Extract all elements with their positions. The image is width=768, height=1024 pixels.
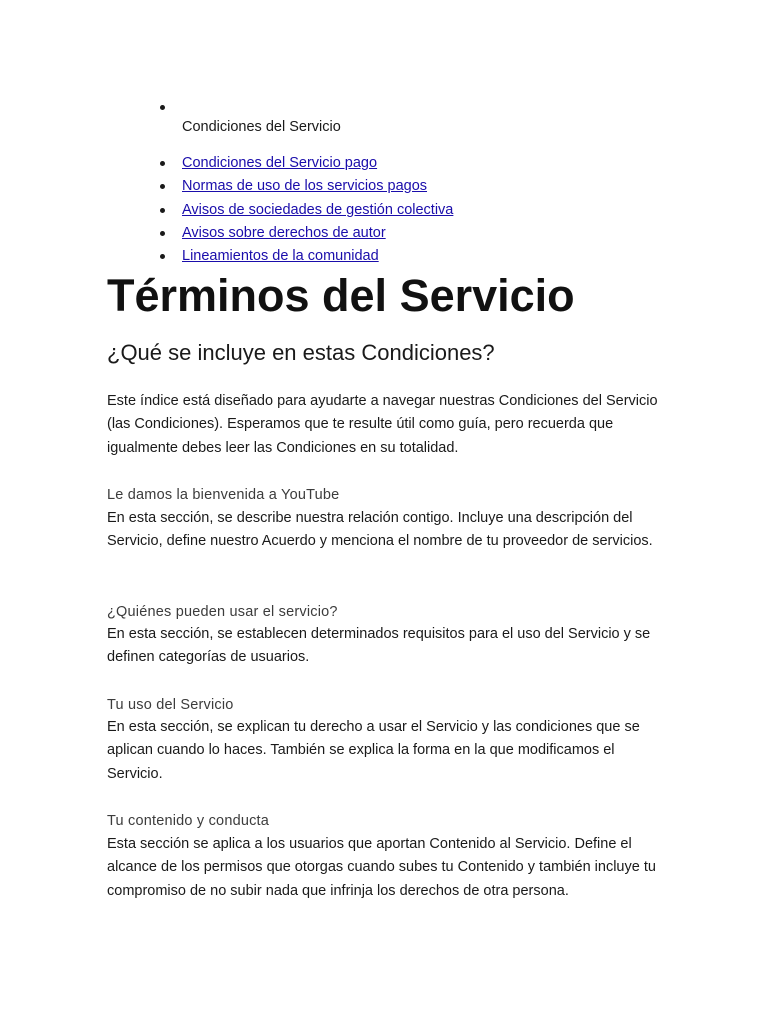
nav-item-collective-management (182, 201, 453, 219)
section-body-your-content: Esta sección se aplica a los usuarios que aportan Contenido al Servicio. Define el alcance de los permisos que otorgas cuando subes tu Contenido y también incluye tu compromiso de no subir nada que infrinja los derechos de otra persona. (107, 836, 656, 899)
page-subtitle: ¿Qué se incluye en estas Condiciones? (107, 340, 495, 365)
nav-link-copyright-notices[interactable]: Avisos sobre derechos de autor (182, 225, 386, 241)
nav-item-current (182, 118, 341, 136)
section-body-welcome: En esta sección, se describe nuestra relación contigo. Incluye una descripción del Servicio, define nuestro Acuerdo y menciona el nombre de tu proveedor de servicios. (107, 510, 653, 550)
nav-item-community-guidelines (182, 247, 379, 265)
nav-item-paid-service-rules (182, 177, 427, 195)
section-body-who-can-use: En esta sección, se establecen determinados requisitos para el uso del Servicio y se definen categorías de usuarios. (107, 626, 651, 666)
section-heading-your-use: Tu uso del Servicio (107, 697, 234, 713)
nav-current-label: Condiciones del Servicio (182, 119, 341, 135)
nav-item-copyright-notices (182, 224, 386, 242)
nav-link-community-guidelines[interactable]: Lineamientos de la comunidad (182, 248, 379, 264)
page-title: Términos del Servicio (107, 270, 575, 321)
section-heading-welcome: Le damos la bienvenida a YouTube (107, 487, 340, 503)
nav-link-paid-service-rules[interactable]: Normas de uso de los servicios pagos (182, 178, 428, 194)
section-heading-your-content: Tu contenido y conducta (107, 813, 270, 829)
intro-paragraph: Este índice está diseñado para ayudarte a navegar nuestras Condiciones del Servicio (las Condiciones). Esperamos que te resulte útil como guía, pero recuerda que igualmente debes leer las Condiciones en su totalidad. (107, 393, 658, 456)
nav-link-paid-terms[interactable]: Condiciones del Servicio pago (182, 155, 378, 171)
nav-item-paid-terms (182, 154, 377, 172)
nav-link-collective-management[interactable]: Avisos de sociedades de gestión colectiva (182, 202, 454, 218)
section-heading-who-can-use: ¿Quiénes pueden usar el servicio? (107, 604, 338, 620)
section-body-your-use: En esta sección, se explican tu derecho a usar el Servicio y las condiciones que se aplican cuando lo haces. También se explica la forma en la que modificamos el Servicio. (107, 719, 640, 782)
